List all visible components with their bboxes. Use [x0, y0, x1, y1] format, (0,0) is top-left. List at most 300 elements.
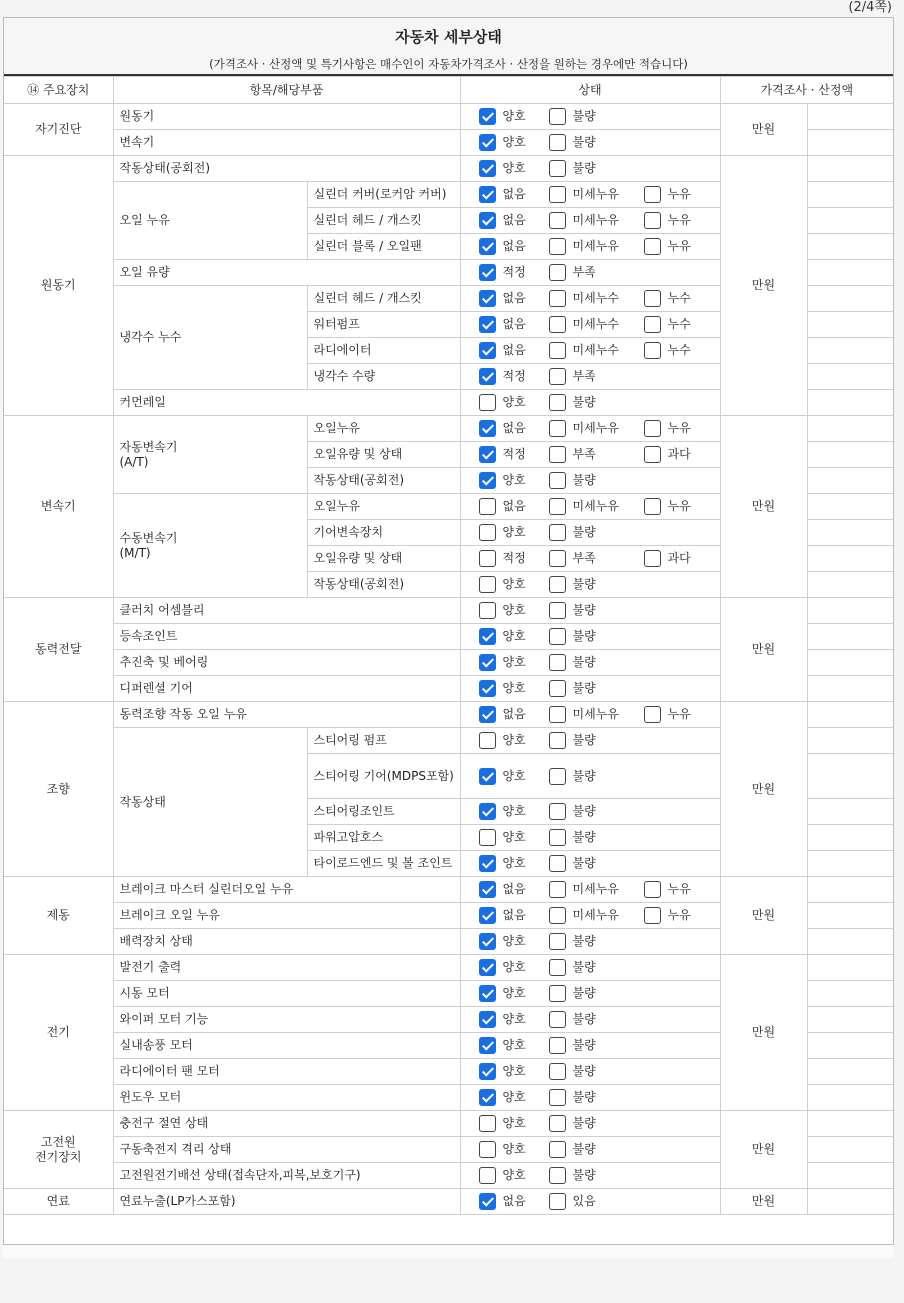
price-unit: 만원: [720, 877, 807, 955]
status-option[interactable]: [644, 881, 691, 898]
status-option[interactable]: [479, 1037, 549, 1054]
status-cell: [460, 702, 720, 728]
status-option[interactable]: [549, 1037, 596, 1054]
status-option[interactable]: [479, 959, 549, 976]
status-cell: [460, 598, 720, 624]
status-option[interactable]: [549, 472, 596, 489]
price-amount-field[interactable]: [807, 390, 893, 416]
option-label: 양호: [502, 1168, 526, 1182]
option-label: 누유: [667, 239, 691, 253]
price-amount-field[interactable]: [807, 702, 893, 728]
status-option[interactable]: [479, 498, 549, 515]
checked-checkbox[interactable]: [479, 1063, 496, 1080]
status-option[interactable]: [479, 524, 549, 541]
price-amount-field[interactable]: [807, 1033, 893, 1059]
status-option[interactable]: [479, 420, 549, 437]
unchecked-checkbox[interactable]: [549, 855, 566, 872]
unchecked-checkbox[interactable]: [644, 186, 661, 203]
checked-checkbox[interactable]: [479, 706, 496, 723]
unchecked-checkbox[interactable]: [479, 602, 496, 619]
status-option[interactable]: [549, 212, 644, 229]
status-option[interactable]: [479, 316, 549, 333]
checked-checkbox[interactable]: [479, 881, 496, 898]
status-option[interactable]: [549, 907, 644, 924]
unchecked-checkbox[interactable]: [549, 602, 566, 619]
status-option[interactable]: [479, 881, 549, 898]
option-label: 불량: [572, 629, 596, 643]
status-option[interactable]: [549, 316, 644, 333]
status-option[interactable]: [479, 768, 549, 785]
status-option[interactable]: [479, 933, 549, 950]
unchecked-checkbox[interactable]: [644, 316, 661, 333]
checked-checkbox[interactable]: [479, 907, 496, 924]
price-amount-field[interactable]: [807, 520, 893, 546]
status-option[interactable]: [549, 576, 596, 593]
checked-checkbox[interactable]: [479, 134, 496, 151]
status-cell: [460, 903, 720, 929]
checked-checkbox[interactable]: [479, 342, 496, 359]
status-option[interactable]: [479, 907, 549, 924]
option-label: 없음: [502, 187, 526, 201]
price-amount-field[interactable]: [807, 650, 893, 676]
unchecked-checkbox[interactable]: [479, 829, 496, 846]
status-option[interactable]: [644, 212, 691, 229]
item-cell: 오일 유량: [113, 260, 460, 286]
checked-checkbox[interactable]: [479, 959, 496, 976]
unchecked-checkbox[interactable]: [549, 212, 566, 229]
option-label: 적정: [502, 551, 526, 565]
status-option[interactable]: [479, 1115, 549, 1132]
sub-item-cell: 냉각수 수량: [307, 364, 460, 390]
checked-checkbox[interactable]: [479, 368, 496, 385]
status-option[interactable]: [549, 803, 596, 820]
option-label: 불량: [572, 733, 596, 747]
checked-checkbox[interactable]: [479, 290, 496, 307]
status-option[interactable]: [549, 628, 596, 645]
unchecked-checkbox[interactable]: [549, 654, 566, 671]
checked-checkbox[interactable]: [479, 186, 496, 203]
status-option[interactable]: [549, 160, 596, 177]
unchecked-checkbox[interactable]: [549, 1063, 566, 1080]
price-amount-field[interactable]: [807, 234, 893, 260]
status-option[interactable]: [479, 212, 549, 229]
price-amount-field[interactable]: [807, 416, 893, 442]
status-option[interactable]: [479, 576, 549, 593]
unchecked-checkbox[interactable]: [549, 316, 566, 333]
option-label: 미세누수: [572, 343, 619, 357]
status-option[interactable]: [644, 550, 691, 567]
unchecked-checkbox[interactable]: [549, 732, 566, 749]
price-amount-field[interactable]: [807, 572, 893, 598]
checked-checkbox[interactable]: [479, 420, 496, 437]
status-option[interactable]: [549, 342, 644, 359]
unchecked-checkbox[interactable]: [549, 829, 566, 846]
price-amount-field[interactable]: [807, 312, 893, 338]
status-option[interactable]: [644, 290, 691, 307]
checked-checkbox[interactable]: [479, 264, 496, 281]
unchecked-checkbox[interactable]: [479, 1167, 496, 1184]
form-title: 자동차 세부상태: [395, 28, 502, 46]
price-amount-field[interactable]: [807, 1189, 893, 1215]
checked-checkbox[interactable]: [479, 985, 496, 1002]
checked-checkbox[interactable]: [479, 472, 496, 489]
status-option[interactable]: [479, 160, 549, 177]
unchecked-checkbox[interactable]: [479, 732, 496, 749]
status-option[interactable]: [644, 316, 691, 333]
price-amount-field[interactable]: [807, 156, 893, 182]
option-label: 불량: [572, 960, 596, 974]
price-amount-field[interactable]: [807, 468, 893, 494]
status-option[interactable]: [549, 264, 596, 281]
price-amount-field[interactable]: [807, 286, 893, 312]
status-option[interactable]: [479, 1167, 549, 1184]
unchecked-checkbox[interactable]: [549, 1089, 566, 1106]
status-option[interactable]: [549, 524, 596, 541]
checked-checkbox[interactable]: [479, 1193, 496, 1210]
checked-checkbox[interactable]: [479, 1089, 496, 1106]
option-label: 미세누유: [572, 213, 619, 227]
item-cell: 시동 모터: [113, 981, 460, 1007]
status-option[interactable]: [479, 550, 549, 567]
option-label: 불량: [572, 856, 596, 870]
status-option[interactable]: [549, 1115, 596, 1132]
checked-checkbox[interactable]: [479, 680, 496, 697]
sub-item-cell: 워터펌프: [307, 312, 460, 338]
unchecked-checkbox[interactable]: [549, 550, 566, 567]
status-cell: [460, 676, 720, 702]
unchecked-checkbox[interactable]: [549, 1141, 566, 1158]
inspection-row: [4, 598, 893, 624]
status-option[interactable]: [549, 732, 596, 749]
option-label: 부족: [572, 447, 596, 461]
status-option[interactable]: [549, 446, 644, 463]
status-cell: [460, 208, 720, 234]
status-option[interactable]: [549, 829, 596, 846]
price-amount-field[interactable]: [807, 903, 893, 929]
status-option[interactable]: [479, 628, 549, 645]
price-amount-field[interactable]: [807, 1007, 893, 1033]
status-option[interactable]: [644, 420, 691, 437]
inspection-row: [4, 416, 893, 442]
unchecked-checkbox[interactable]: [549, 420, 566, 437]
unchecked-checkbox[interactable]: [479, 524, 496, 541]
option-label: 양호: [502, 135, 526, 149]
item-cell: 클러치 어셈블리: [113, 598, 460, 624]
status-option[interactable]: [479, 829, 549, 846]
status-option[interactable]: [549, 108, 596, 125]
unchecked-checkbox[interactable]: [549, 803, 566, 820]
price-amount-field[interactable]: [807, 799, 893, 825]
inspection-row: [4, 877, 893, 903]
unchecked-checkbox[interactable]: [549, 881, 566, 898]
status-option[interactable]: [479, 394, 549, 411]
unchecked-checkbox[interactable]: [549, 446, 566, 463]
status-option[interactable]: [549, 1063, 596, 1080]
status-option[interactable]: [549, 985, 596, 1002]
price-amount-field[interactable]: [807, 1163, 893, 1189]
price-amount-field[interactable]: [807, 598, 893, 624]
unchecked-checkbox[interactable]: [644, 342, 661, 359]
status-option[interactable]: [549, 134, 596, 151]
price-amount-field[interactable]: [807, 494, 893, 520]
status-option[interactable]: [549, 654, 596, 671]
option-label: 불량: [572, 768, 596, 783]
unchecked-checkbox[interactable]: [644, 290, 661, 307]
status-option[interactable]: [549, 186, 644, 203]
unchecked-checkbox[interactable]: [549, 1037, 566, 1054]
option-label: 양호: [502, 804, 526, 818]
status-option[interactable]: [644, 342, 691, 359]
option-label: 양호: [502, 655, 526, 669]
unchecked-checkbox[interactable]: [644, 420, 661, 437]
status-cell: [460, 286, 720, 312]
status-option[interactable]: [644, 238, 691, 255]
unchecked-checkbox[interactable]: [549, 706, 566, 723]
status-option[interactable]: [479, 803, 549, 820]
price-amount-field[interactable]: [807, 130, 893, 156]
sub-item-cell: 스티어링 펌프: [307, 728, 460, 754]
unchecked-checkbox[interactable]: [644, 238, 661, 255]
option-label: 없음: [502, 882, 526, 896]
checked-checkbox[interactable]: [479, 212, 496, 229]
checked-checkbox[interactable]: [479, 108, 496, 125]
unchecked-checkbox[interactable]: [479, 1141, 496, 1158]
status-cell: [460, 234, 720, 260]
price-amount-field[interactable]: [807, 208, 893, 234]
price-amount-field[interactable]: [807, 929, 893, 955]
checked-checkbox[interactable]: [479, 160, 496, 177]
unchecked-checkbox[interactable]: [479, 576, 496, 593]
status-option[interactable]: [549, 881, 644, 898]
unchecked-checkbox[interactable]: [479, 498, 496, 515]
unchecked-checkbox[interactable]: [479, 550, 496, 567]
unchecked-checkbox[interactable]: [549, 290, 566, 307]
unchecked-checkbox[interactable]: [549, 472, 566, 489]
sub-item-cell: 실린더 헤드 / 개스킷: [307, 286, 460, 312]
option-label: 불량: [572, 135, 596, 149]
price-amount-field[interactable]: [807, 624, 893, 650]
status-option[interactable]: [549, 933, 596, 950]
option-label: 없음: [502, 343, 526, 357]
unchecked-checkbox[interactable]: [549, 134, 566, 151]
inspection-table: [4, 76, 893, 1215]
price-amount-field[interactable]: [807, 676, 893, 702]
price-amount-field[interactable]: [807, 728, 893, 754]
price-amount-field[interactable]: [807, 955, 893, 981]
checked-checkbox[interactable]: [479, 1037, 496, 1054]
unchecked-checkbox[interactable]: [549, 368, 566, 385]
unchecked-checkbox[interactable]: [644, 446, 661, 463]
unchecked-checkbox[interactable]: [644, 212, 661, 229]
status-option[interactable]: [549, 706, 644, 723]
status-option[interactable]: [549, 550, 644, 567]
status-option[interactable]: [549, 238, 644, 255]
unchecked-checkbox[interactable]: [644, 706, 661, 723]
status-cell: [460, 546, 720, 572]
status-option[interactable]: [549, 959, 596, 976]
price-amount-field[interactable]: [807, 1111, 893, 1137]
status-option[interactable]: [479, 680, 549, 697]
checked-checkbox[interactable]: [479, 803, 496, 820]
item-cell: 윈도우 모터: [113, 1085, 460, 1111]
checked-checkbox[interactable]: [479, 933, 496, 950]
status-option[interactable]: [549, 1141, 596, 1158]
option-label: 미세누유: [572, 499, 619, 513]
status-option[interactable]: [549, 680, 596, 697]
unchecked-checkbox[interactable]: [644, 907, 661, 924]
item-cell: 발전기 출력: [113, 955, 460, 981]
status-option[interactable]: [549, 394, 596, 411]
option-label: 부족: [572, 551, 596, 565]
unchecked-checkbox[interactable]: [549, 628, 566, 645]
unchecked-checkbox[interactable]: [644, 498, 661, 515]
status-option[interactable]: [549, 602, 596, 619]
status-option[interactable]: [479, 186, 549, 203]
status-option[interactable]: [549, 1089, 596, 1106]
status-option[interactable]: [479, 446, 549, 463]
unchecked-checkbox[interactable]: [549, 394, 566, 411]
unchecked-checkbox[interactable]: [479, 394, 496, 411]
option-label: 양호: [502, 109, 526, 123]
sub-item-cell: 타이로드엔드 및 볼 조인트: [307, 851, 460, 877]
price-amount-field[interactable]: [807, 260, 893, 286]
unchecked-checkbox[interactable]: [644, 881, 661, 898]
price-amount-field[interactable]: [807, 825, 893, 851]
status-option[interactable]: [479, 732, 549, 749]
unchecked-checkbox[interactable]: [549, 768, 566, 785]
price-amount-field[interactable]: [807, 754, 893, 799]
status-option[interactable]: [644, 498, 691, 515]
status-option[interactable]: [479, 1011, 549, 1028]
inspection-row: [4, 1111, 893, 1137]
status-cell: [460, 494, 720, 520]
checked-checkbox[interactable]: [479, 654, 496, 671]
option-label: 불량: [572, 804, 596, 818]
unchecked-checkbox[interactable]: [549, 680, 566, 697]
checked-checkbox[interactable]: [479, 855, 496, 872]
status-cell: [460, 416, 720, 442]
price-amount-field[interactable]: [807, 1059, 893, 1085]
status-option[interactable]: [479, 654, 549, 671]
price-amount-field[interactable]: [807, 1085, 893, 1111]
unchecked-checkbox[interactable]: [549, 238, 566, 255]
price-amount-field[interactable]: [807, 338, 893, 364]
status-option[interactable]: [479, 602, 549, 619]
option-label: 양호: [502, 395, 526, 409]
status-option[interactable]: [549, 498, 644, 515]
unchecked-checkbox[interactable]: [549, 342, 566, 359]
item-cell: 실내송풍 모터: [113, 1033, 460, 1059]
checked-checkbox[interactable]: [479, 316, 496, 333]
unchecked-checkbox[interactable]: [549, 160, 566, 177]
checked-checkbox[interactable]: [479, 1011, 496, 1028]
option-label: 양호: [502, 603, 526, 617]
status-option[interactable]: [549, 1167, 596, 1184]
unchecked-checkbox[interactable]: [549, 907, 566, 924]
option-label: 없음: [502, 291, 526, 305]
status-cell: [460, 364, 720, 390]
option-label: 불량: [572, 1064, 596, 1078]
status-option[interactable]: [479, 238, 549, 255]
status-option[interactable]: [479, 472, 549, 489]
status-option[interactable]: [549, 768, 596, 785]
checked-checkbox[interactable]: [479, 628, 496, 645]
status-option[interactable]: [644, 706, 691, 723]
status-option[interactable]: [479, 1141, 549, 1158]
unchecked-checkbox[interactable]: [549, 1167, 566, 1184]
unchecked-checkbox[interactable]: [549, 264, 566, 281]
status-option[interactable]: [479, 706, 549, 723]
status-option[interactable]: [479, 342, 549, 359]
status-option[interactable]: [549, 1193, 596, 1210]
price-amount-field[interactable]: [807, 182, 893, 208]
price-amount-field[interactable]: [807, 364, 893, 390]
unchecked-checkbox[interactable]: [549, 108, 566, 125]
status-option[interactable]: [644, 186, 691, 203]
status-option[interactable]: [549, 855, 596, 872]
unchecked-checkbox[interactable]: [549, 498, 566, 515]
unchecked-checkbox[interactable]: [479, 1115, 496, 1132]
unchecked-checkbox[interactable]: [549, 1011, 566, 1028]
status-option[interactable]: [549, 1011, 596, 1028]
category-cell: 변속기: [4, 416, 113, 598]
status-option[interactable]: [479, 134, 549, 151]
checked-checkbox[interactable]: [479, 446, 496, 463]
status-option[interactable]: [549, 420, 644, 437]
sub-item-cell: 파워고압호스: [307, 825, 460, 851]
price-amount-field[interactable]: [807, 104, 893, 130]
sub-item-cell: 스티어링 기어(MDPS포함): [307, 754, 460, 799]
unchecked-checkbox[interactable]: [549, 933, 566, 950]
unchecked-checkbox[interactable]: [549, 959, 566, 976]
price-amount-field[interactable]: [807, 1137, 893, 1163]
status-option[interactable]: [479, 290, 549, 307]
price-amount-field[interactable]: [807, 981, 893, 1007]
price-amount-field[interactable]: [807, 546, 893, 572]
header-status: 상태: [460, 77, 720, 104]
option-label: 없음: [502, 707, 526, 721]
status-cell: [460, 338, 720, 364]
status-option[interactable]: [479, 1089, 549, 1106]
status-option[interactable]: [644, 907, 691, 924]
status-option[interactable]: [549, 368, 596, 385]
item-cell: 작동상태: [113, 728, 307, 877]
status-option[interactable]: [479, 368, 549, 385]
unchecked-checkbox[interactable]: [549, 1115, 566, 1132]
price-amount-field[interactable]: [807, 877, 893, 903]
status-option[interactable]: [479, 1193, 549, 1210]
status-option[interactable]: [479, 108, 549, 125]
status-option[interactable]: [479, 985, 549, 1002]
status-option[interactable]: [479, 855, 549, 872]
unchecked-checkbox[interactable]: [644, 550, 661, 567]
status-option[interactable]: [644, 446, 691, 463]
checked-checkbox[interactable]: [479, 238, 496, 255]
price-amount-field[interactable]: [807, 442, 893, 468]
page-number: (2/4쪽): [848, 0, 892, 15]
status-option[interactable]: [479, 264, 549, 281]
status-option[interactable]: [549, 290, 644, 307]
unchecked-checkbox[interactable]: [549, 576, 566, 593]
price-amount-field[interactable]: [807, 851, 893, 877]
unchecked-checkbox[interactable]: [549, 985, 566, 1002]
status-cell: [460, 728, 720, 754]
checked-checkbox[interactable]: [479, 768, 496, 785]
unchecked-checkbox[interactable]: [549, 524, 566, 541]
status-option[interactable]: [479, 1063, 549, 1080]
unchecked-checkbox[interactable]: [549, 186, 566, 203]
unchecked-checkbox[interactable]: [549, 1193, 566, 1210]
